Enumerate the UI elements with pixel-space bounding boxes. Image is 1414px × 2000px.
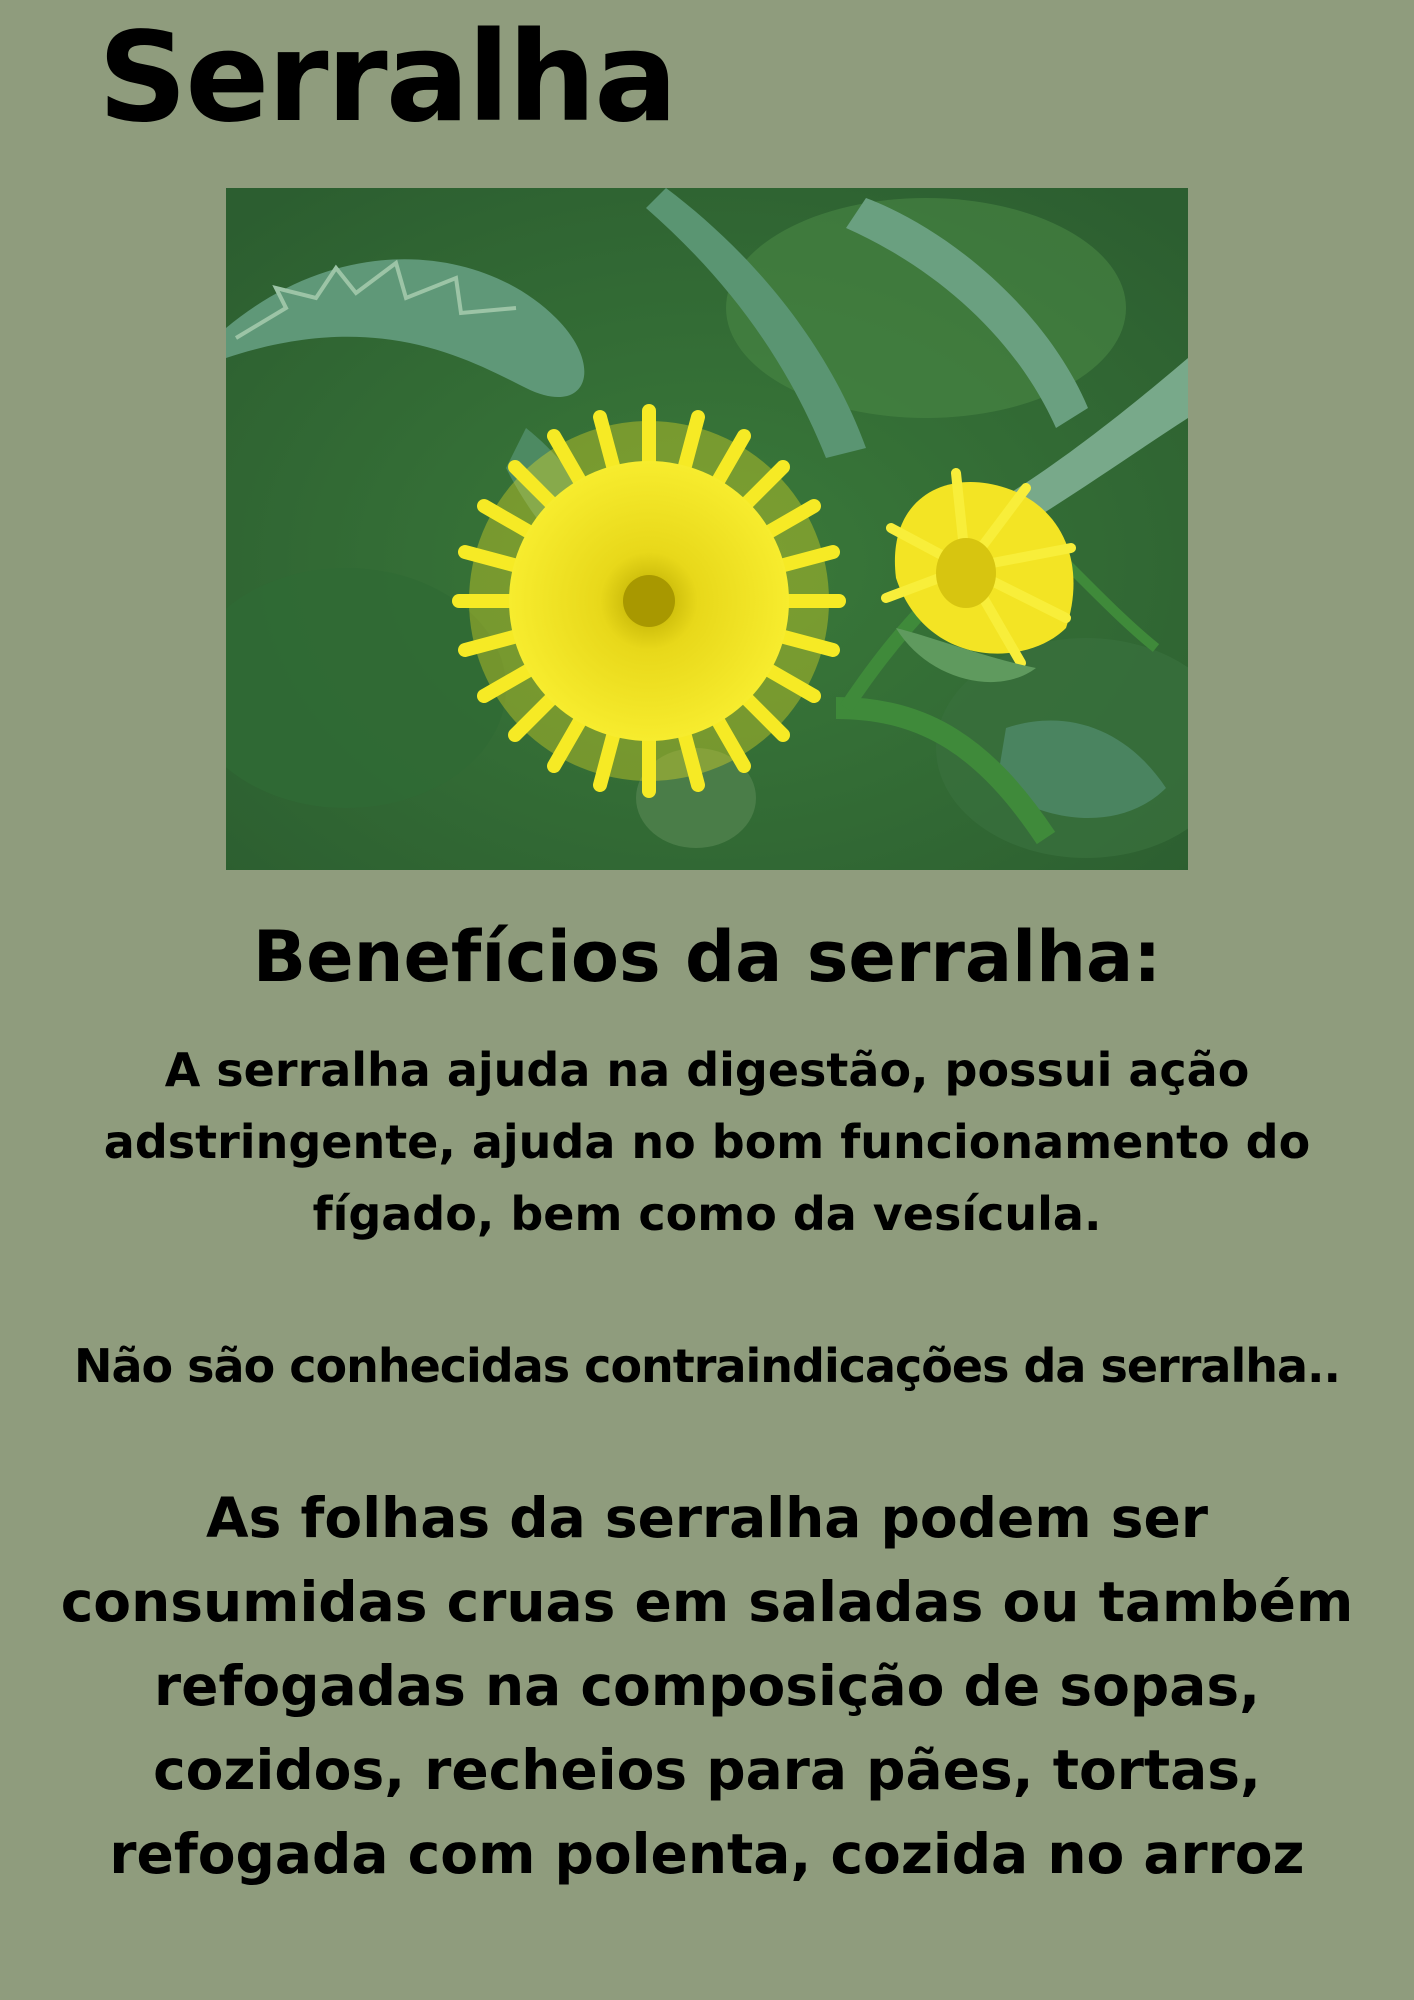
contraindications-paragraph: Não são conhecidas contraindicações da serralha.. bbox=[74, 1339, 1340, 1393]
usage-line: refogadas na composição de sopas, bbox=[154, 1654, 1260, 1718]
benefits-paragraph: A serralha ajuda na digestão, possui ação adstringente, ajuda no bom funcionamento do fígado, bem como da vesícula. bbox=[103, 1043, 1311, 1241]
sow-thistle-illustration bbox=[226, 188, 1188, 870]
usage-paragraph bbox=[40, 1476, 1374, 1896]
usage-line: consumidas cruas em saladas ou também bbox=[60, 1570, 1354, 1634]
usage-line: refogada com polenta, cozida no arroz bbox=[109, 1822, 1305, 1886]
page-title: Serralha bbox=[98, 6, 676, 150]
benefits-heading: Benefícios da serralha: bbox=[252, 916, 1162, 998]
usage-line: cozidos, recheios para pães, tortas, bbox=[153, 1738, 1261, 1802]
usage-line: As folhas da serralha podem ser bbox=[206, 1486, 1208, 1550]
sow-thistle-photo bbox=[226, 188, 1188, 870]
